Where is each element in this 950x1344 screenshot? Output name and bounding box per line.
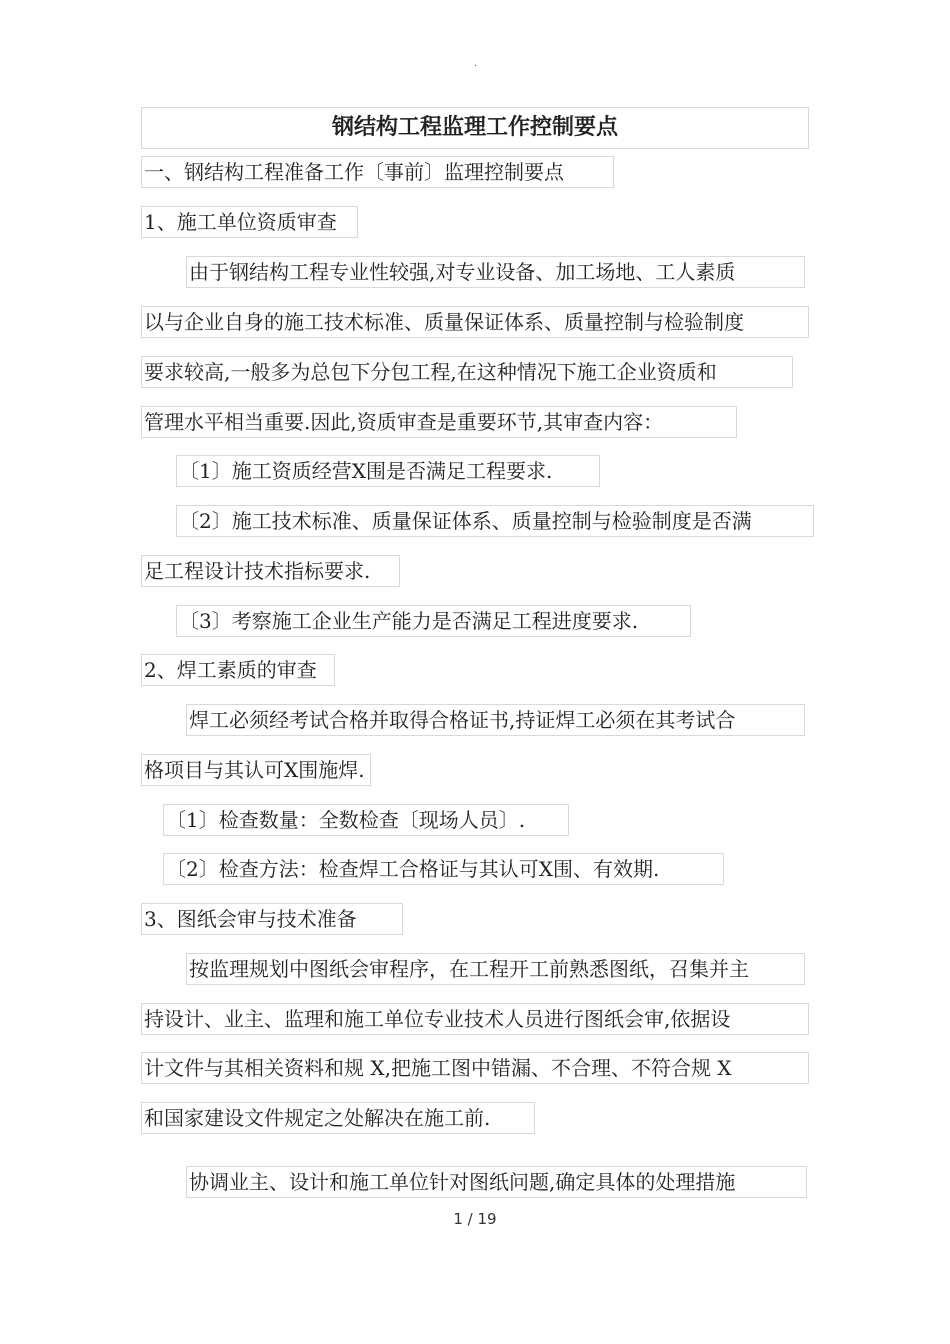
- subsection-heading-3: 3、图纸会审与技术准备: [141, 903, 403, 935]
- list-item: 〔1〕施工资质经营X围是否满足工程要求.: [176, 455, 600, 487]
- list-item: 〔3〕考察施工企业生产能力是否满足工程进度要求.: [176, 605, 691, 637]
- list-item: 〔2〕施工技术标准、质量保证体系、质量控制与检验制度是否满: [176, 505, 814, 537]
- paragraph-line: 管理水平相当重要.因此,资质审查是重要环节,其审查内容：: [141, 406, 737, 438]
- section-heading-1: 一、钢结构工程准备工作〔事前〕监理控制要点: [141, 156, 614, 188]
- list-item: 〔2〕检查方法：检查焊工合格证与其认可X围、有效期.: [163, 853, 724, 885]
- paragraph-line: 格项目与其认可X围施焊.: [141, 754, 371, 786]
- paragraph-line: 计文件与其相关资料和规 X,把施工图中错漏、不合理、不符合规 X: [141, 1052, 809, 1084]
- page-title: 钢结构工程监理工作控制要点: [141, 107, 809, 149]
- paragraph-line: 和国家建设文件规定之处解决在施工前.: [141, 1102, 535, 1134]
- header-mark: .: [474, 58, 478, 69]
- page-number: 1 / 19: [453, 1210, 497, 1228]
- paragraph-line: 以与企业自身的施工技术标准、质量保证体系、质量控制与检验制度: [141, 306, 809, 338]
- paragraph-line: 按监理规划中图纸会审程序，在工程开工前熟悉图纸，召集并主: [186, 953, 805, 985]
- subsection-heading-1: 1、施工单位资质审查: [141, 206, 358, 238]
- paragraph-line: 持设计、业主、监理和施工单位专业技术人员进行图纸会审,依据设: [141, 1003, 809, 1035]
- paragraph-line: 焊工必须经考试合格并取得合格证书,持证焊工必须在其考试合: [186, 704, 805, 736]
- list-item: 〔1〕检查数量：全数检查〔现场人员〕.: [163, 804, 569, 836]
- paragraph-line: 要求较高,一般多为总包下分包工程,在这种情况下施工企业资质和: [141, 356, 793, 388]
- paragraph-line: 协调业主、设计和施工单位针对图纸问题,确定具体的处理措施: [186, 1166, 807, 1198]
- list-item-continuation: 足工程设计技术指标要求.: [141, 555, 400, 587]
- paragraph-line: 由于钢结构工程专业性较强,对专业设备、加工场地、工人素质: [186, 256, 805, 288]
- subsection-heading-2: 2、焊工素质的审查: [141, 654, 335, 686]
